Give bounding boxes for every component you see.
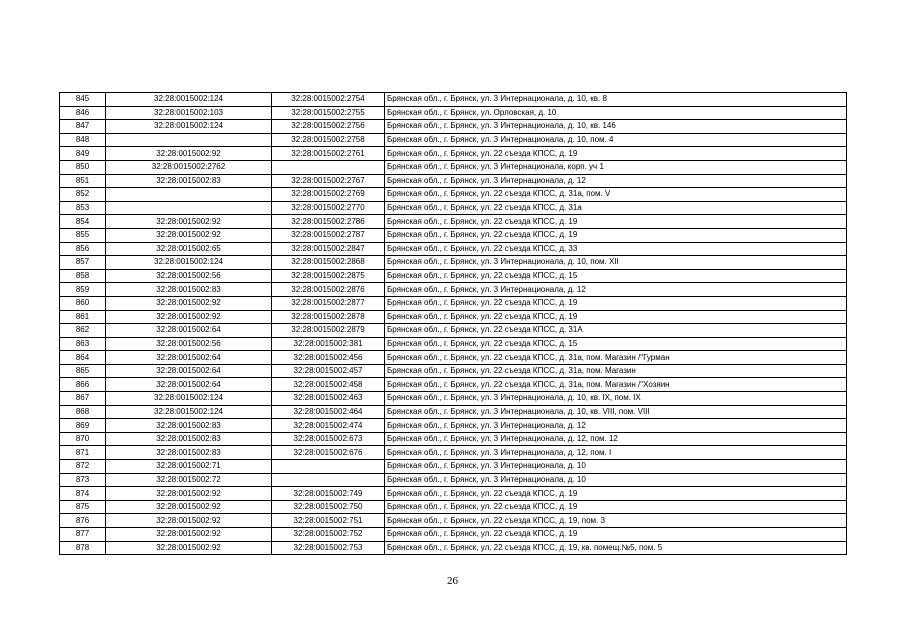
object-cadastral-number-cell: 32:28:0015002:2879 bbox=[272, 324, 385, 338]
cadastral-number-cell: 32:28:0015002:56 bbox=[106, 337, 272, 351]
table-row bbox=[60, 460, 847, 474]
object-cadastral-number-cell: 32:28:0015002:464 bbox=[272, 405, 385, 419]
row-number-cell: 846 bbox=[60, 106, 106, 120]
cadastral-number-cell: 32:28:0015002:56 bbox=[106, 269, 272, 283]
table-row bbox=[60, 296, 847, 310]
table-row bbox=[60, 242, 847, 256]
table-row bbox=[60, 324, 847, 338]
row-number-cell: 866 bbox=[60, 378, 106, 392]
object-cadastral-number-cell: 32:28:0015002:676 bbox=[272, 446, 385, 460]
row-number-cell: 851 bbox=[60, 174, 106, 188]
table-row bbox=[60, 473, 847, 487]
table-row bbox=[60, 269, 847, 283]
table-row bbox=[60, 392, 847, 406]
row-number-cell: 868 bbox=[60, 405, 106, 419]
object-cadastral-number-cell: 32:28:0015002:753 bbox=[272, 541, 385, 555]
address-cell: Брянская обл., г. Брянск, ул. 22 съезда КПСС, д. 31а bbox=[385, 201, 847, 215]
table-row bbox=[60, 487, 847, 501]
address-cell: Брянская обл., г. Брянск, ул. 3 Интернационала, д. 10, кв. VIII, пом. VIII bbox=[385, 405, 847, 419]
table-row bbox=[60, 351, 847, 365]
table-row bbox=[60, 201, 847, 215]
address-cell: Брянская обл., г. Брянск, ул. 22 съезда КПСС, д. 19, кв. помещ.№5, пом. 5 bbox=[385, 541, 847, 555]
object-cadastral-number-cell: 32:28:0015002:751 bbox=[272, 514, 385, 528]
registry-table-body bbox=[60, 93, 847, 555]
row-number-cell: 858 bbox=[60, 269, 106, 283]
cadastral-number-cell: 32:28:0015002:92 bbox=[106, 147, 272, 161]
object-cadastral-number-cell: 32:28:0015002:2755 bbox=[272, 106, 385, 120]
address-cell: Брянская обл., г. Брянск, ул. 22 съезда КПСС, д. 31а, пом. Магазин /"Гурман bbox=[385, 351, 847, 365]
table-row bbox=[60, 528, 847, 542]
address-cell: Брянская обл., г. Брянск, ул. 22 съезда КПСС, д. 19 bbox=[385, 147, 847, 161]
cadastral-number-cell: 32:28:0015002:92 bbox=[106, 528, 272, 542]
address-cell: Брянская обл., г. Брянск, ул. 3 Интернационала, д. 12 bbox=[385, 174, 847, 188]
address-cell: Брянская обл., г. Брянск, ул. 22 съезда КПСС, д. 19 bbox=[385, 528, 847, 542]
object-cadastral-number-cell: 32:28:0015002:2761 bbox=[272, 147, 385, 161]
object-cadastral-number-cell: 32:28:0015002:2876 bbox=[272, 283, 385, 297]
table-row bbox=[60, 133, 847, 147]
address-cell: Брянская обл., г. Брянск, ул. 22 съезда КПСС, д. 19, пом. 3 bbox=[385, 514, 847, 528]
table-row bbox=[60, 432, 847, 446]
object-cadastral-number-cell bbox=[272, 160, 385, 174]
object-cadastral-number-cell: 32:28:0015002:750 bbox=[272, 500, 385, 514]
address-cell: Брянская обл., г. Брянск, ул. 22 съезда КПСС, д. 19 bbox=[385, 487, 847, 501]
cadastral-number-cell: 32:28:0015002:92 bbox=[106, 500, 272, 514]
address-cell: Брянская обл., г. Брянск, ул. 3 Интернационала, д. 10, кв. 8 bbox=[385, 93, 847, 107]
address-cell: Брянская обл., г. Брянск, ул. 3 Интернационала, корп. уч 1 bbox=[385, 160, 847, 174]
address-cell: Брянская обл., г. Брянск, ул. 3 Интернационала, д. 12, пом. 12 bbox=[385, 432, 847, 446]
object-cadastral-number-cell: 32:28:0015002:2767 bbox=[272, 174, 385, 188]
row-number-cell: 877 bbox=[60, 528, 106, 542]
object-cadastral-number-cell: 32:28:0015002:474 bbox=[272, 419, 385, 433]
row-number-cell: 878 bbox=[60, 541, 106, 555]
cadastral-number-cell: 32:28:0015002:124 bbox=[106, 405, 272, 419]
table-row bbox=[60, 364, 847, 378]
address-cell: Брянская обл., г. Брянск, ул. 3 Интернационала, д. 10, пом. 4 bbox=[385, 133, 847, 147]
address-cell: Брянская обл., г. Брянск, ул. Орловская, д. 10 bbox=[385, 106, 847, 120]
row-number-cell: 864 bbox=[60, 351, 106, 365]
address-cell: Брянская обл., г. Брянск, ул. 22 съезда КПСС, д. 33 bbox=[385, 242, 847, 256]
cadastral-number-cell: 32:28:0015002:124 bbox=[106, 392, 272, 406]
object-cadastral-number-cell: 32:28:0015002:2847 bbox=[272, 242, 385, 256]
object-cadastral-number-cell: 32:28:0015002:457 bbox=[272, 364, 385, 378]
object-cadastral-number-cell: 32:28:0015002:749 bbox=[272, 487, 385, 501]
table-row bbox=[60, 120, 847, 134]
row-number-cell: 867 bbox=[60, 392, 106, 406]
table-row bbox=[60, 215, 847, 229]
cadastral-number-cell: 32:28:0015002:92 bbox=[106, 215, 272, 229]
row-number-cell: 871 bbox=[60, 446, 106, 460]
address-cell: Брянская обл., г. Брянск, ул. 3 Интернационала, д. 10 bbox=[385, 460, 847, 474]
cadastral-number-cell: 32:28:0015002:64 bbox=[106, 324, 272, 338]
row-number-cell: 849 bbox=[60, 147, 106, 161]
object-cadastral-number-cell: 32:28:0015002:2787 bbox=[272, 228, 385, 242]
cadastral-number-cell: 32:28:0015002:124 bbox=[106, 120, 272, 134]
table-row bbox=[60, 419, 847, 433]
object-cadastral-number-cell: 32:28:0015002:752 bbox=[272, 528, 385, 542]
row-number-cell: 857 bbox=[60, 256, 106, 270]
object-cadastral-number-cell: 32:28:0015002:463 bbox=[272, 392, 385, 406]
cadastral-number-cell: 32:28:0015002:92 bbox=[106, 310, 272, 324]
object-cadastral-number-cell: 32:28:0015002:2878 bbox=[272, 310, 385, 324]
object-cadastral-number-cell: 32:28:0015002:456 bbox=[272, 351, 385, 365]
table-row bbox=[60, 188, 847, 202]
cadastral-number-cell: 32:28:0015002:72 bbox=[106, 473, 272, 487]
table-row bbox=[60, 446, 847, 460]
cadastral-number-cell: 32:28:0015002:124 bbox=[106, 93, 272, 107]
row-number-cell: 862 bbox=[60, 324, 106, 338]
cadastral-number-cell: 32:28:0015002:92 bbox=[106, 514, 272, 528]
table-row bbox=[60, 174, 847, 188]
cadastral-number-cell bbox=[106, 188, 272, 202]
cadastral-number-cell: 32:28:0015002:92 bbox=[106, 487, 272, 501]
cadastral-number-cell: 32:28:0015002:124 bbox=[106, 256, 272, 270]
cadastral-number-cell: 32:28:0015002:83 bbox=[106, 419, 272, 433]
row-number-cell: 873 bbox=[60, 473, 106, 487]
address-cell: Брянская обл., г. Брянск, ул. 22 съезда КПСС, д. 31а, пом. Магазин /"Хозяин bbox=[385, 378, 847, 392]
object-cadastral-number-cell: 32:28:0015002:2769 bbox=[272, 188, 385, 202]
row-number-cell: 874 bbox=[60, 487, 106, 501]
cadastral-number-cell: 32:28:0015002:2762 bbox=[106, 160, 272, 174]
row-number-cell: 856 bbox=[60, 242, 106, 256]
table-row bbox=[60, 228, 847, 242]
object-cadastral-number-cell: 32:28:0015002:673 bbox=[272, 432, 385, 446]
address-cell: Брянская обл., г. Брянск, ул. 22 съезда КПСС, д. 15 bbox=[385, 269, 847, 283]
cadastral-number-cell: 32:28:0015002:83 bbox=[106, 283, 272, 297]
page-number: 26 bbox=[447, 575, 458, 587]
address-cell: Брянская обл., г. Брянск, ул. 3 Интернационала, д. 12 bbox=[385, 283, 847, 297]
object-cadastral-number-cell: 32:28:0015002:2877 bbox=[272, 296, 385, 310]
row-number-cell: 865 bbox=[60, 364, 106, 378]
row-number-cell: 850 bbox=[60, 160, 106, 174]
object-cadastral-number-cell: 32:28:0015002:2754 bbox=[272, 93, 385, 107]
row-number-cell: 869 bbox=[60, 419, 106, 433]
table-row bbox=[60, 256, 847, 270]
table-row bbox=[60, 283, 847, 297]
object-cadastral-number-cell: 32:28:0015002:2875 bbox=[272, 269, 385, 283]
object-cadastral-number-cell: 32:28:0015002:458 bbox=[272, 378, 385, 392]
object-cadastral-number-cell: 32:28:0015002:2770 bbox=[272, 201, 385, 215]
row-number-cell: 872 bbox=[60, 460, 106, 474]
cadastral-number-cell: 32:28:0015002:64 bbox=[106, 351, 272, 365]
cadastral-number-cell: 32:28:0015002:64 bbox=[106, 378, 272, 392]
object-cadastral-number-cell bbox=[272, 460, 385, 474]
row-number-cell: 861 bbox=[60, 310, 106, 324]
table-row bbox=[60, 500, 847, 514]
object-cadastral-number-cell bbox=[272, 473, 385, 487]
cadastral-number-cell: 32:28:0015002:83 bbox=[106, 432, 272, 446]
object-cadastral-number-cell: 32:28:0015002:2868 bbox=[272, 256, 385, 270]
table-row bbox=[60, 106, 847, 120]
address-cell: Брянская обл., г. Брянск, ул. 22 съезда КПСС, д. 31А bbox=[385, 324, 847, 338]
address-cell: Брянская обл., г. Брянск, ул. 22 съезда КПСС, д. 19 bbox=[385, 215, 847, 229]
table-row bbox=[60, 160, 847, 174]
address-cell: Брянская обл., г. Брянск, ул. 3 Интернационала, д. 10, кв. IX, пом. IX bbox=[385, 392, 847, 406]
object-cadastral-number-cell: 32:28:0015002:2758 bbox=[272, 133, 385, 147]
table-row bbox=[60, 405, 847, 419]
row-number-cell: 876 bbox=[60, 514, 106, 528]
object-cadastral-number-cell: 32:28:0015002:381 bbox=[272, 337, 385, 351]
row-number-cell: 860 bbox=[60, 296, 106, 310]
row-number-cell: 854 bbox=[60, 215, 106, 229]
table-row bbox=[60, 378, 847, 392]
object-cadastral-number-cell: 32:28:0015002:2756 bbox=[272, 120, 385, 134]
row-number-cell: 848 bbox=[60, 133, 106, 147]
cadastral-number-cell: 32:28:0015002:92 bbox=[106, 228, 272, 242]
address-cell: Брянская обл., г. Брянск, ул. 22 съезда КПСС, д. 19 bbox=[385, 310, 847, 324]
table-row bbox=[60, 337, 847, 351]
address-cell: Брянская обл., г. Брянск, ул. 3 Интернационала, д. 10, кв. 146 bbox=[385, 120, 847, 134]
address-cell: Брянская обл., г. Брянск, ул. 22 съезда КПСС, д. 19 bbox=[385, 228, 847, 242]
table-row bbox=[60, 93, 847, 107]
row-number-cell: 847 bbox=[60, 120, 106, 134]
cadastral-number-cell: 32:28:0015002:65 bbox=[106, 242, 272, 256]
row-number-cell: 852 bbox=[60, 188, 106, 202]
address-cell: Брянская обл., г. Брянск, ул. 3 Интернационала, д. 12 bbox=[385, 419, 847, 433]
row-number-cell: 853 bbox=[60, 201, 106, 215]
address-cell: Брянская обл., г. Брянск, ул. 22 съезда КПСС, д. 31а, пом. Магазин bbox=[385, 364, 847, 378]
cadastral-number-cell: 32:28:0015002:92 bbox=[106, 541, 272, 555]
cadastral-number-cell: 32:28:0015002:83 bbox=[106, 174, 272, 188]
table-row bbox=[60, 147, 847, 161]
address-cell: Брянская обл., г. Брянск, ул. 22 съезда КПСС, д. 19 bbox=[385, 296, 847, 310]
row-number-cell: 855 bbox=[60, 228, 106, 242]
table-row bbox=[60, 310, 847, 324]
address-cell: Брянская обл., г. Брянск, ул. 22 съезда КПСС, д. 15 bbox=[385, 337, 847, 351]
address-cell: Брянская обл., г. Брянск, ул. 22 съезда КПСС, д. 19 bbox=[385, 500, 847, 514]
address-cell: Брянская обл., г. Брянск, ул. 3 Интернационала, д. 12, пом. I bbox=[385, 446, 847, 460]
table-row bbox=[60, 514, 847, 528]
cadastral-number-cell: 32:28:0015002:92 bbox=[106, 296, 272, 310]
row-number-cell: 845 bbox=[60, 93, 106, 107]
object-cadastral-number-cell: 32:28:0015002:2786 bbox=[272, 215, 385, 229]
table-row bbox=[60, 541, 847, 555]
address-cell: Брянская обл., г. Брянск, ул. 3 Интернационала, д. 10 bbox=[385, 473, 847, 487]
address-cell: Брянская обл., г. Брянск, ул. 3 Интернационала, д. 10, пом. XII bbox=[385, 256, 847, 270]
cadastral-number-cell: 32:28:0015002:71 bbox=[106, 460, 272, 474]
row-number-cell: 875 bbox=[60, 500, 106, 514]
row-number-cell: 870 bbox=[60, 432, 106, 446]
cadastral-number-cell bbox=[106, 133, 272, 147]
registry-table bbox=[59, 92, 847, 555]
cadastral-number-cell bbox=[106, 201, 272, 215]
cadastral-number-cell: 32:28:0015002:83 bbox=[106, 446, 272, 460]
cadastral-number-cell: 32:28:0015002:64 bbox=[106, 364, 272, 378]
row-number-cell: 863 bbox=[60, 337, 106, 351]
cadastral-number-cell: 32:28:0015002:103 bbox=[106, 106, 272, 120]
row-number-cell: 859 bbox=[60, 283, 106, 297]
address-cell: Брянская обл., г. Брянск, ул. 22 съезда КПСС, д. 31а, пом. V bbox=[385, 188, 847, 202]
